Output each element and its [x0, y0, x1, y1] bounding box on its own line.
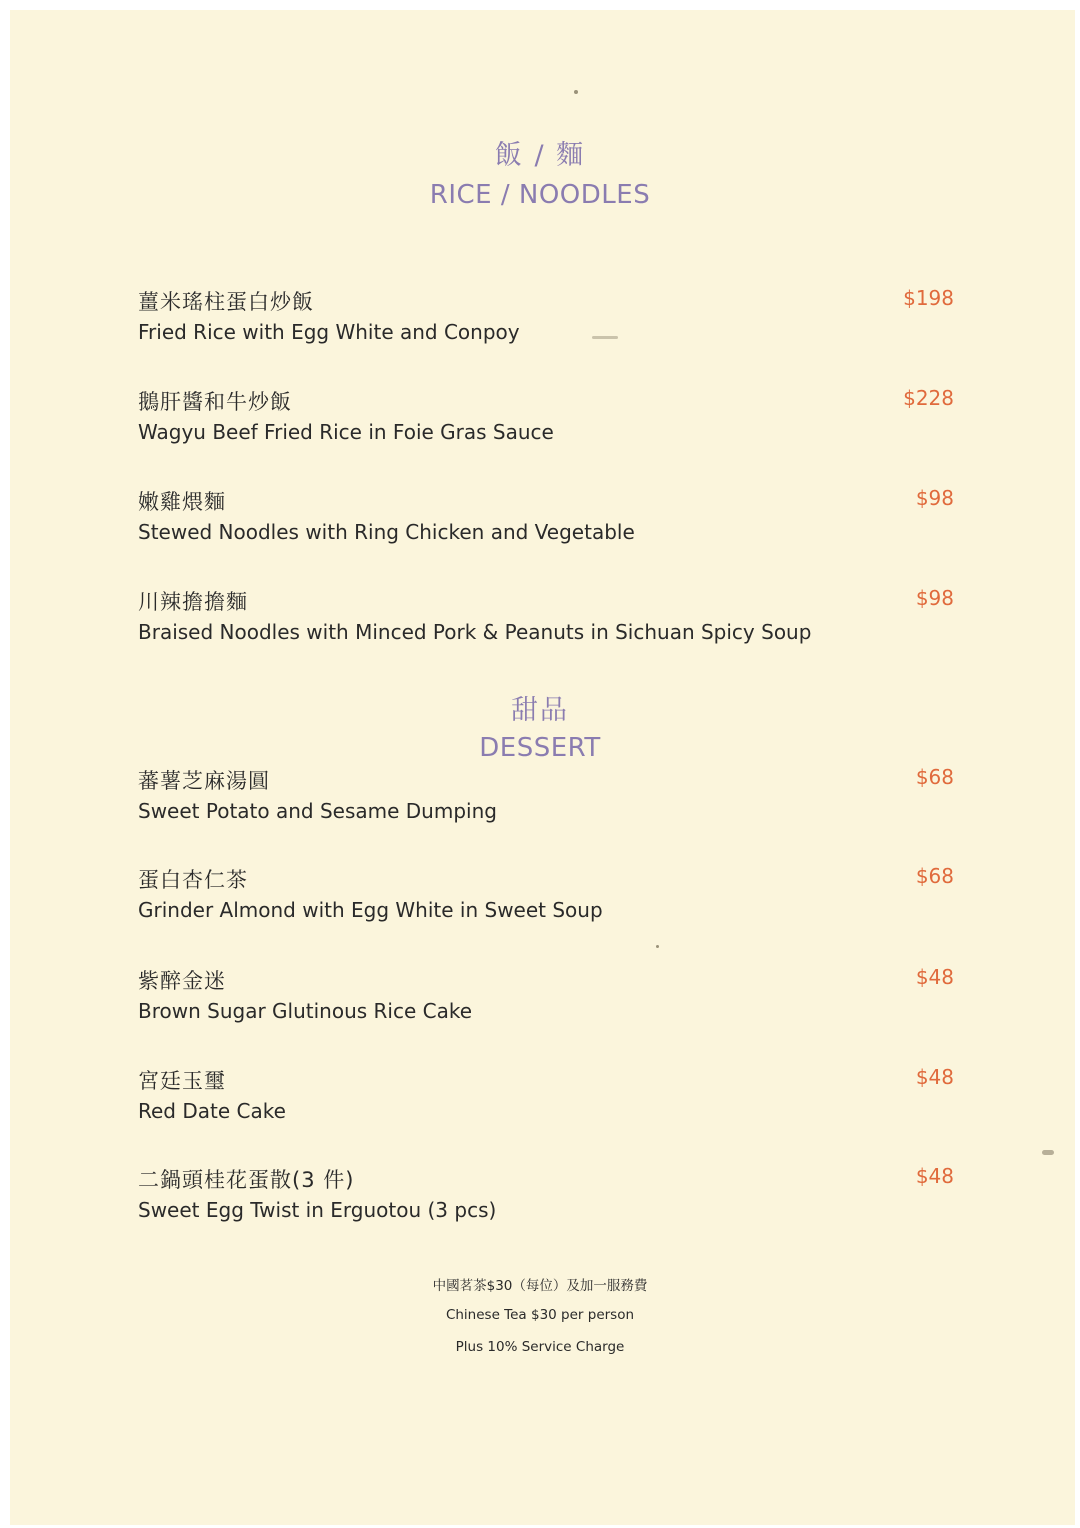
menu-item	[138, 1065, 958, 1135]
item-name-en: Fried Rice with Egg White and Conpoy	[138, 320, 520, 344]
item-name-en: Red Date Cake	[138, 1099, 286, 1123]
section-heading-rice-noodles	[0, 133, 1080, 210]
section-title-en: RICE / NOODLES	[429, 180, 651, 210]
paper-speck	[1042, 1150, 1054, 1155]
item-name-zh: 宮廷玉璽	[138, 1069, 226, 1093]
paper-speck	[574, 90, 578, 94]
item-name-en: Brown Sugar Glutinous Rice Cake	[138, 999, 473, 1023]
section-title-zh: 飯 / 麵	[494, 140, 586, 171]
item-name-zh: 川辣擔擔麵	[138, 590, 248, 614]
item-name-zh: 紫醉金迷	[138, 969, 226, 993]
item-price: $228	[903, 386, 954, 410]
section-title-en: DESSERT	[479, 733, 601, 763]
item-name-en: Sweet Egg Twist in Erguotou (3 pcs)	[138, 1198, 497, 1222]
section-title-zh: 甜品	[511, 695, 569, 726]
footer-tea-charge-en: Chinese Tea $30 per person	[445, 1307, 635, 1323]
menu-item	[138, 286, 958, 356]
item-price: $68	[915, 864, 954, 888]
item-price: $48	[915, 1065, 954, 1089]
item-name-en: Braised Noodles with Minced Pork & Peanuts in Sichuan Spicy Soup	[138, 620, 812, 644]
item-price: $198	[903, 286, 954, 310]
item-price: $98	[915, 486, 954, 510]
item-price: $48	[915, 1164, 954, 1188]
item-name-zh: 蕃薯芝麻湯圓	[138, 769, 270, 793]
menu-item	[138, 586, 958, 656]
item-name-en: Sweet Potato and Sesame Dumping	[138, 799, 497, 823]
footer-service-charge: Plus 10% Service Charge	[455, 1339, 625, 1355]
item-name-zh: 二鍋頭桂花蛋散(3 件)	[138, 1168, 355, 1192]
menu-item	[138, 386, 958, 456]
menu-item	[138, 1164, 958, 1234]
menu-item	[138, 486, 958, 556]
item-name-zh: 薑米瑤柱蛋白炒飯	[138, 290, 314, 314]
section-heading-dessert	[0, 688, 1080, 763]
item-name-en: Wagyu Beef Fried Rice in Foie Gras Sauce	[138, 420, 554, 444]
menu-item	[138, 965, 958, 1035]
footer-tea-charge-zh: 中國茗茶$30（每位）及加一服務費	[432, 1278, 648, 1294]
item-price: $98	[915, 586, 954, 610]
item-price: $68	[915, 765, 954, 789]
paper-speck	[656, 945, 659, 948]
item-name-zh: 鵝肝醬和牛炒飯	[138, 390, 292, 414]
item-price: $48	[915, 965, 954, 989]
item-name-zh: 蛋白杏仁茶	[138, 868, 248, 892]
menu-item	[138, 864, 958, 934]
item-name-en: Stewed Noodles with Ring Chicken and Vegetable	[138, 520, 635, 544]
item-name-zh: 嫩雞煨麵	[138, 490, 226, 514]
menu-item	[138, 765, 958, 835]
item-name-en: Grinder Almond with Egg White in Sweet Soup	[138, 898, 603, 922]
paper-speck	[592, 336, 618, 339]
